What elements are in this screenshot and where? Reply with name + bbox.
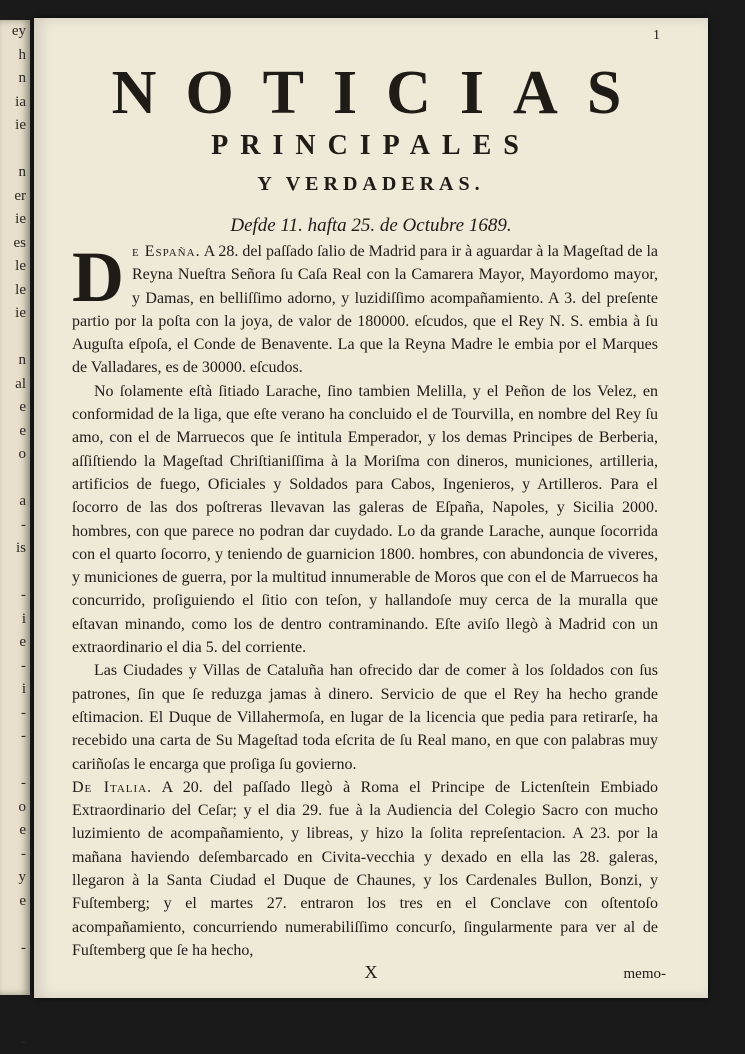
left-page-fragment: le: [0, 279, 30, 303]
left-page-fragment: e: [0, 631, 30, 655]
signature-mark: X: [34, 962, 708, 983]
left-page-fragment: [0, 960, 30, 984]
left-page-fragment: -: [0, 655, 30, 679]
drop-cap: D: [72, 246, 124, 308]
left-page-fragment: [0, 984, 30, 1008]
left-page-fragment: -: [0, 772, 30, 796]
left-page-edge: [0, 20, 30, 995]
left-page-fragment: [0, 913, 30, 937]
paragraph-cataluna: [72, 659, 658, 775]
left-page-fragment: ie: [0, 302, 30, 326]
left-page-fragment: is: [0, 537, 30, 561]
left-page-fragment: [0, 467, 30, 491]
paragraph-italy: [72, 776, 658, 962]
left-page-fragment: a: [0, 490, 30, 514]
left-page-fragment: [0, 138, 30, 162]
left-page-fragment: n: [0, 349, 30, 373]
left-page-fragment: h: [0, 44, 30, 68]
left-page-fragment: e: [0, 420, 30, 444]
left-page-fragment: n: [0, 161, 30, 185]
left-page-fragment: ey: [0, 20, 30, 44]
page-number: 1: [653, 28, 660, 44]
masthead-subtitle: PRINCIPALES: [34, 130, 708, 162]
left-page-fragment: [0, 561, 30, 585]
paragraph-text: A 20. del paſſado llegò à Roma el Principe de Lictenſtein Embiado Extraordinario del Ceſar; y el dia 29. fue à la Audiencia del Colegio Sacro con mucho luzimiento de acompañamiento, y libreas, y hizo la ſolita repreſentacion. A 23. por la mañana haviendo deſembarcado en Civita-vecchia y dexado en ella las 28. galeras, llegaron à la Santa Ciudad el Duque de Chaunes, y los Cardenales Bullon, Bonzi, y Fuſtemberg; y el martes 27. entraron los tres en el Conclave con oſtentoſo acompañamiento, concurriendo numerabiliſſimo concurſo, ſingularmente para ver al de Fuſtemberg que ſe ha hecho,: [72, 779, 658, 959]
catchword: memo-: [624, 966, 667, 983]
left-page-fragment: y: [0, 866, 30, 890]
left-page-fragment: i: [0, 678, 30, 702]
left-page-fragment: [0, 326, 30, 350]
left-page-fragment: es: [0, 232, 30, 256]
article-body: [72, 240, 658, 962]
left-page-fragment: e: [0, 819, 30, 843]
left-page-fragment: e: [0, 396, 30, 420]
left-page-fragment: -: [0, 702, 30, 726]
left-page-fragment: -: [0, 514, 30, 538]
masthead-subtitle-2: Y VERDADERAS.: [34, 173, 708, 196]
left-page-fragment: -: [0, 725, 30, 749]
gazette-page: [34, 18, 708, 998]
left-page-fragment: -: [0, 843, 30, 867]
paragraph-text: No ſolamente eſtà ſitiado Larache, ſino tambien Melilla, y el Peñon de los Velez, en conformidad de la liga, que eſte verano ha concluido el de Tourvilla, en nombre del Rey ſu amo, con el de Marruecos que ſe intitula Emperador, y los demas Principes de Berberia, aſſiſtiendo la Mageſtad Chriſtianiſſima à la Moriſma con dineros, municiones, artilleria, artificios de fuego, Oficiales y Soldados para Cabos, Ingenieros, y Artilleros. Para el ſocorro de las dos poſtreras llevavan las galeras de Eſpaña, Napoles, y Sicilia 2000. hombres, con que parece no podran dar cuydado. Lo da grande Larache, aunque ſocorrida con el quarto ſocorro, y teniendo de guarnicion 1800. hombres, con abundoncia de viveres, y municiones de guerra, por la multitud innumerable de Moros que con el de Marruecos ha concurrido, proſiguiendo el ſitio con teſon, y hallandoſe muy cerca de la muralla que eſtavan minando, como los de dentro contraminando. Eſte aviſo llegò à Madrid con un extraordinario el dia 5. del corriente.: [72, 383, 658, 656]
section-lead-italy: De Italia.: [72, 779, 152, 796]
paragraph-spain: [72, 240, 658, 380]
left-page-fragment: -: [0, 937, 30, 961]
left-page-fragment: -: [0, 584, 30, 608]
left-page-fragment: er: [0, 185, 30, 209]
left-page-fragment: n: [0, 67, 30, 91]
left-page-fragment: [0, 749, 30, 773]
paragraph-larache: [72, 380, 658, 660]
dateline: Defde 11. hafta 25. de Octubre 1689.: [34, 215, 708, 237]
left-page-fragment: al: [0, 373, 30, 397]
left-page-fragment: o: [0, 443, 30, 467]
left-page-fragment: e: [0, 890, 30, 914]
left-page-fragment: ie: [0, 114, 30, 138]
left-page-fragment: o: [0, 796, 30, 820]
paragraph-text: Las Ciudades y Villas de Cataluña han ofrecido dar de comer à los ſoldados con ſus patrones, ſin que ſe reduzga jamas à dinero. Servicio de que el Rey ha hecho grande eſtimacion. El Duque de Villahermoſa, en lugar de la licencia que pedia para retirarſe, ha recebido una carta de Su Mageſtad toda eſcrita de ſu Real mano, en que con palabras muy cariñoſas le encarga que proſiga ſu govierno.: [72, 662, 658, 772]
left-page-fragment: le: [0, 255, 30, 279]
paragraph-text: A 28. del paſſado ſalio de Madrid para ir à aguardar à la Mageſtad de la Reyna Nueſtra Señora ſu Caſa Real con la Camarera Mayor, Mayordomo mayor, y Damas, en belliſſimo adorno, y luzidiſſimo acompañamiento. A 3. del preſente partio por la poſta con la joya, de valor de 180000. eſcudos, que el Rey N. S. embia à ſu Auguſta eſpoſa, el Conde de Benavente. La que la Reyna Madre le embia por el Marques de Valladares, es de 30000. eſcudos.: [72, 243, 658, 376]
section-lead-spain: e España.: [132, 243, 201, 260]
masthead-title: NOTICIAS: [34, 58, 708, 129]
left-page-fragment: ia: [0, 91, 30, 115]
left-page-fragment: ie: [0, 208, 30, 232]
left-page-fragment: i: [0, 608, 30, 632]
left-page-fragment: -: [0, 1031, 30, 1054]
left-page-fragment: [0, 1007, 30, 1031]
